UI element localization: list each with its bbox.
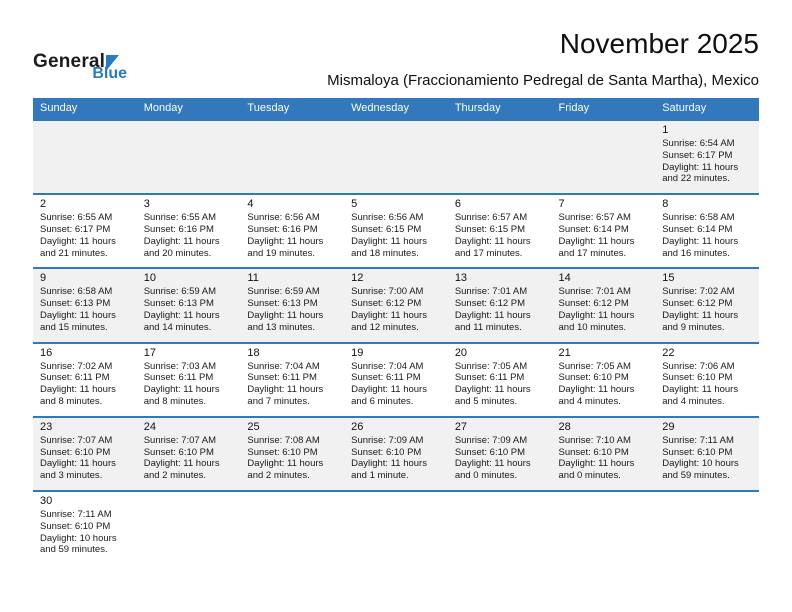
- weekday-header-wednesday: Wednesday: [344, 98, 448, 120]
- sunset-text: Sunset: 6:11 PM: [143, 372, 214, 384]
- weekday-header-row: [33, 98, 759, 120]
- sunrise-text: Sunrise: 7:10 AM: [558, 434, 631, 446]
- daylight-minutes-text: and 0 minutes.: [454, 470, 518, 482]
- empty-day-cell: [137, 491, 241, 564]
- day-number: 5: [351, 198, 358, 211]
- daylight-hours-text: Daylight: 11 hours: [662, 235, 739, 247]
- sunset-text: Sunset: 6:16 PM: [143, 223, 214, 235]
- sunset-text: Sunset: 6:10 PM: [40, 446, 111, 458]
- daylight-minutes-text: and 4 minutes.: [662, 395, 725, 407]
- sunset-text: Sunset: 6:15 PM: [454, 223, 526, 235]
- sunrise-text: Sunrise: 7:11 AM: [662, 434, 734, 446]
- day-number: 25: [247, 420, 260, 433]
- sunset-text: Sunset: 6:14 PM: [558, 223, 629, 235]
- day-cell: [137, 343, 241, 417]
- day-cell: [655, 417, 759, 491]
- daylight-hours-text: Daylight: 11 hours: [662, 161, 739, 173]
- empty-day-cell: [344, 491, 448, 564]
- daylight-minutes-text: and 8 minutes.: [40, 395, 103, 407]
- daylight-hours-text: Daylight: 11 hours: [454, 458, 531, 470]
- daylight-minutes-text: and 59 minutes.: [40, 544, 108, 556]
- day-number: 8: [662, 198, 669, 211]
- day-cell: [552, 417, 656, 491]
- sunrise-text: Sunrise: 7:11 AM: [40, 508, 112, 520]
- sunset-text: Sunset: 6:11 PM: [351, 372, 421, 384]
- sunset-text: Sunset: 6:11 PM: [454, 372, 525, 384]
- day-number: 24: [143, 420, 156, 433]
- daylight-hours-text: Daylight: 11 hours: [247, 384, 324, 396]
- sunset-text: Sunset: 6:17 PM: [662, 149, 733, 161]
- day-cell: [448, 268, 552, 342]
- daylight-hours-text: Daylight: 11 hours: [143, 458, 220, 470]
- sunrise-text: Sunrise: 6:55 AM: [40, 212, 113, 224]
- page-header: [33, 28, 759, 89]
- daylight-minutes-text: and 19 minutes.: [247, 247, 316, 259]
- day-cell: [448, 194, 552, 268]
- sunrise-text: Sunrise: 6:55 AM: [143, 212, 217, 224]
- daylight-hours-text: Daylight: 11 hours: [558, 458, 635, 470]
- day-cell: [655, 120, 759, 194]
- empty-day-cell: [448, 120, 552, 194]
- sunset-text: Sunset: 6:10 PM: [662, 372, 733, 384]
- sunset-text: Sunset: 6:10 PM: [143, 446, 214, 458]
- sunset-text: Sunset: 6:12 PM: [558, 298, 629, 310]
- day-cell: [33, 343, 137, 417]
- sunrise-text: Sunrise: 6:57 AM: [454, 212, 528, 224]
- day-cell: [240, 417, 344, 491]
- sunrise-text: Sunrise: 7:00 AM: [351, 286, 424, 298]
- day-cell: [344, 194, 448, 268]
- daylight-minutes-text: and 2 minutes.: [247, 470, 310, 482]
- sunset-text: Sunset: 6:15 PM: [351, 223, 422, 235]
- empty-day-cell: [655, 491, 759, 564]
- daylight-minutes-text: and 13 minutes.: [247, 321, 316, 333]
- sunset-text: Sunset: 6:12 PM: [454, 298, 526, 310]
- day-number: 17: [143, 346, 156, 359]
- weekday-header-thursday: Thursday: [448, 98, 552, 120]
- daylight-hours-text: Daylight: 11 hours: [40, 384, 116, 396]
- day-cell: [33, 491, 137, 564]
- day-cell: [137, 417, 241, 491]
- day-number: 23: [40, 420, 53, 433]
- daylight-hours-text: Daylight: 11 hours: [662, 384, 739, 396]
- day-cell: [344, 343, 448, 417]
- daylight-minutes-text: and 10 minutes.: [558, 321, 627, 333]
- sunrise-text: Sunrise: 7:01 AM: [558, 286, 631, 298]
- empty-day-cell: [240, 491, 344, 564]
- daylight-hours-text: Daylight: 11 hours: [40, 309, 116, 321]
- day-cell: [240, 194, 344, 268]
- daylight-hours-text: Daylight: 11 hours: [558, 384, 635, 396]
- sunrise-text: Sunrise: 6:57 AM: [558, 212, 631, 224]
- day-cell: [344, 417, 448, 491]
- daylight-minutes-text: and 3 minutes.: [40, 470, 103, 482]
- sunrise-text: Sunrise: 6:59 AM: [247, 286, 320, 298]
- daylight-hours-text: Daylight: 11 hours: [40, 235, 116, 247]
- general-blue-logo: [33, 52, 133, 82]
- daylight-hours-text: Daylight: 11 hours: [143, 235, 220, 247]
- calendar-body: [33, 120, 759, 564]
- sunrise-text: Sunrise: 6:58 AM: [40, 286, 113, 298]
- day-number: 20: [454, 346, 468, 359]
- daylight-minutes-text: and 1 minute.: [351, 470, 409, 482]
- day-number: 2: [40, 198, 47, 211]
- weekday-header-friday: Friday: [552, 98, 656, 120]
- sunrise-text: Sunrise: 6:59 AM: [143, 286, 217, 298]
- daylight-minutes-text: and 59 minutes.: [662, 470, 730, 482]
- empty-day-cell: [240, 120, 344, 194]
- day-cell: [552, 268, 656, 342]
- sunset-text: Sunset: 6:17 PM: [40, 223, 111, 235]
- sunset-text: Sunset: 6:10 PM: [454, 446, 526, 458]
- day-cell: [137, 194, 241, 268]
- daylight-minutes-text: and 7 minutes.: [247, 395, 310, 407]
- daylight-minutes-text: and 9 minutes.: [662, 321, 725, 333]
- sunrise-text: Sunrise: 7:07 AM: [143, 434, 217, 446]
- daylight-minutes-text: and 0 minutes.: [558, 470, 621, 482]
- week-row: [33, 194, 759, 268]
- week-row: [33, 491, 759, 564]
- day-cell: [344, 268, 448, 342]
- sunrise-text: Sunrise: 7:09 AM: [454, 434, 528, 446]
- day-number: 9: [40, 272, 47, 285]
- daylight-minutes-text: and 22 minutes.: [662, 173, 730, 185]
- empty-day-cell: [137, 120, 241, 194]
- sunrise-text: Sunrise: 6:56 AM: [247, 212, 320, 224]
- logo-text-general: General: [33, 51, 106, 72]
- empty-day-cell: [552, 120, 656, 194]
- day-cell: [240, 268, 344, 342]
- daylight-hours-text: Daylight: 11 hours: [662, 309, 739, 321]
- day-number: 4: [247, 198, 254, 211]
- day-number: 12: [351, 272, 364, 285]
- day-number: 3: [143, 198, 150, 211]
- empty-day-cell: [448, 491, 552, 564]
- day-cell: [33, 194, 137, 268]
- daylight-minutes-text: and 12 minutes.: [351, 321, 419, 333]
- daylight-hours-text: Daylight: 11 hours: [143, 384, 220, 396]
- calendar-table: [33, 98, 759, 564]
- day-number: 11: [247, 272, 259, 285]
- sunset-text: Sunset: 6:10 PM: [558, 446, 629, 458]
- daylight-minutes-text: and 17 minutes.: [558, 247, 627, 259]
- day-number: 18: [247, 346, 260, 359]
- sunset-text: Sunset: 6:11 PM: [40, 372, 110, 384]
- sunset-text: Sunset: 6:12 PM: [662, 298, 733, 310]
- week-row: [33, 268, 759, 342]
- daylight-minutes-text: and 20 minutes.: [143, 247, 212, 259]
- day-cell: [655, 268, 759, 342]
- daylight-hours-text: Daylight: 11 hours: [247, 235, 324, 247]
- sunrise-text: Sunrise: 7:05 AM: [558, 360, 631, 372]
- day-cell: [137, 268, 241, 342]
- week-row: [33, 120, 759, 194]
- daylight-hours-text: Daylight: 11 hours: [247, 458, 324, 470]
- daylight-minutes-text: and 6 minutes.: [351, 395, 414, 407]
- day-number: 15: [662, 272, 675, 285]
- day-number: 7: [558, 198, 565, 211]
- day-number: 16: [40, 346, 53, 359]
- sunset-text: Sunset: 6:14 PM: [662, 223, 733, 235]
- daylight-minutes-text: and 14 minutes.: [143, 321, 212, 333]
- sunset-text: Sunset: 6:11 PM: [247, 372, 317, 384]
- day-cell: [655, 343, 759, 417]
- sunset-text: Sunset: 6:10 PM: [351, 446, 422, 458]
- daylight-minutes-text: and 11 minutes.: [454, 321, 522, 333]
- title-block: [327, 28, 759, 89]
- daylight-hours-text: Daylight: 11 hours: [143, 309, 220, 321]
- day-number: 21: [558, 346, 571, 359]
- sunset-text: Sunset: 6:13 PM: [143, 298, 214, 310]
- empty-day-cell: [552, 491, 656, 564]
- sunrise-text: Sunrise: 7:07 AM: [40, 434, 113, 446]
- month-title: November 2025: [559, 28, 759, 59]
- day-number: 14: [558, 272, 571, 285]
- daylight-minutes-text: and 8 minutes.: [143, 395, 207, 407]
- sunset-text: Sunset: 6:13 PM: [247, 298, 318, 310]
- daylight-hours-text: Daylight: 11 hours: [40, 458, 116, 470]
- sunset-text: Sunset: 6:12 PM: [351, 298, 422, 310]
- daylight-hours-text: Daylight: 11 hours: [558, 309, 635, 321]
- daylight-minutes-text: and 2 minutes.: [143, 470, 207, 482]
- daylight-minutes-text: and 15 minutes.: [40, 321, 108, 333]
- day-cell: [552, 343, 656, 417]
- day-cell: [240, 343, 344, 417]
- sunrise-text: Sunrise: 7:06 AM: [662, 360, 735, 372]
- logo-text-blue: Blue: [92, 65, 127, 82]
- daylight-minutes-text: and 4 minutes.: [558, 395, 621, 407]
- day-cell: [448, 417, 552, 491]
- day-cell: [33, 268, 137, 342]
- sunrise-text: Sunrise: 7:02 AM: [662, 286, 735, 298]
- sunset-text: Sunset: 6:10 PM: [40, 520, 111, 532]
- sunrise-text: Sunrise: 7:08 AM: [247, 434, 320, 446]
- sunrise-text: Sunrise: 7:03 AM: [143, 360, 217, 372]
- daylight-hours-text: Daylight: 10 hours: [40, 532, 117, 544]
- empty-day-cell: [33, 120, 137, 194]
- daylight-hours-text: Daylight: 11 hours: [351, 309, 427, 321]
- day-number: 30: [40, 494, 53, 507]
- weekday-header-tuesday: Tuesday: [240, 98, 344, 120]
- weekday-header-monday: Monday: [137, 98, 241, 120]
- empty-day-cell: [344, 120, 448, 194]
- location-subtitle: Mismaloya (Fraccionamiento Pedregal de Santa Martha), Mexico: [327, 72, 759, 89]
- sunset-text: Sunset: 6:13 PM: [40, 298, 111, 310]
- day-cell: [33, 417, 137, 491]
- daylight-hours-text: Daylight: 11 hours: [351, 458, 427, 470]
- sunrise-text: Sunrise: 7:09 AM: [351, 434, 424, 446]
- daylight-hours-text: Daylight: 11 hours: [454, 309, 531, 321]
- sunrise-text: Sunrise: 6:54 AM: [662, 138, 735, 149]
- daylight-minutes-text: and 17 minutes.: [454, 247, 523, 259]
- daylight-hours-text: Daylight: 11 hours: [454, 384, 531, 396]
- day-number: 10: [143, 272, 156, 285]
- weekday-header-sunday: Sunday: [33, 98, 137, 120]
- day-cell: [448, 343, 552, 417]
- day-number: 27: [454, 420, 468, 433]
- daylight-hours-text: Daylight: 11 hours: [351, 235, 427, 247]
- day-number: 28: [558, 420, 571, 433]
- day-number: 6: [454, 198, 461, 211]
- day-number: 19: [351, 346, 364, 359]
- sunrise-text: Sunrise: 7:01 AM: [454, 286, 528, 298]
- sunset-text: Sunset: 6:10 PM: [247, 446, 318, 458]
- day-number: 26: [351, 420, 364, 433]
- day-number: 1: [662, 124, 669, 136]
- daylight-minutes-text: and 5 minutes.: [454, 395, 518, 407]
- day-number: 22: [662, 346, 675, 359]
- weekday-header-saturday: Saturday: [655, 98, 759, 120]
- sunset-text: Sunset: 6:10 PM: [558, 372, 629, 384]
- daylight-minutes-text: and 16 minutes.: [662, 247, 730, 259]
- day-number: 13: [454, 272, 468, 285]
- daylight-hours-text: Daylight: 11 hours: [247, 309, 324, 321]
- day-cell: [655, 194, 759, 268]
- day-cell: [552, 194, 656, 268]
- daylight-hours-text: Daylight: 10 hours: [662, 458, 739, 470]
- sunrise-text: Sunrise: 7:05 AM: [454, 360, 528, 372]
- sunset-text: Sunset: 6:16 PM: [247, 223, 318, 235]
- sunrise-text: Sunrise: 7:02 AM: [40, 360, 113, 372]
- day-number: 29: [662, 420, 675, 433]
- sunrise-text: Sunrise: 7:04 AM: [351, 360, 424, 372]
- daylight-minutes-text: and 18 minutes.: [351, 247, 419, 259]
- daylight-minutes-text: and 21 minutes.: [40, 247, 108, 259]
- week-row: [33, 343, 759, 417]
- week-row: [33, 417, 759, 491]
- daylight-hours-text: Daylight: 11 hours: [454, 235, 531, 247]
- daylight-hours-text: Daylight: 11 hours: [351, 384, 427, 396]
- sunrise-text: Sunrise: 7:04 AM: [247, 360, 320, 372]
- sunset-text: Sunset: 6:10 PM: [662, 446, 733, 458]
- sunrise-text: Sunrise: 6:56 AM: [351, 212, 424, 224]
- daylight-hours-text: Daylight: 11 hours: [558, 235, 635, 247]
- sunrise-text: Sunrise: 6:58 AM: [662, 212, 735, 224]
